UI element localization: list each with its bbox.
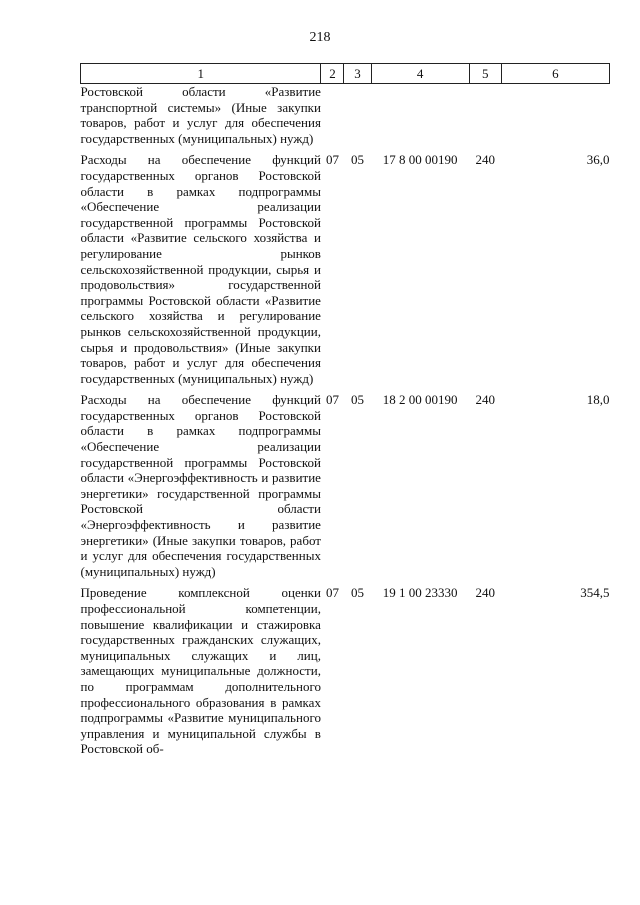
table-row	[81, 84, 610, 153]
row-description: Ростовской области «Развитие транспортной системы» (Иные закупки товаров, работ и услуг для обеспечения государственных (муниципальных) нужд)	[80, 84, 321, 146]
row-target: 17 8 00 00190	[382, 152, 458, 168]
row-type: 240	[475, 392, 495, 408]
row-target: 19 1 00 23330	[382, 585, 458, 601]
row-section: 07	[325, 392, 339, 408]
row-subsection: 05	[351, 152, 364, 168]
column-header-name: 1	[81, 64, 321, 84]
budget-table	[80, 63, 610, 763]
column-header-type: 5	[469, 64, 501, 84]
column-header-subsection: 3	[344, 64, 371, 84]
row-section: 07	[325, 585, 339, 601]
row-amount: 18,0	[586, 392, 610, 408]
table-row	[81, 585, 610, 763]
row-target	[371, 84, 469, 153]
page-number: 218	[309, 30, 331, 45]
table-row	[81, 392, 610, 585]
row-section	[321, 84, 344, 153]
column-header-amount: 6	[501, 64, 609, 84]
row-type: 240	[475, 585, 495, 601]
row-description: Расходы на обеспечение функций государственных органов Ростовской области в рамках подпрограммы «Обеспечение реализации государственной программы Ростовской области «Энергоэффективность и развитие энергетики» государственной программы Ростовской области «Энергоэффективность и развитие энергетики» (Иные закупки товаров, работ и услуг для обеспечения государственных (муниципальных) нужд)	[80, 392, 321, 579]
row-subsection	[344, 84, 371, 153]
row-type	[469, 84, 501, 153]
column-header-section: 2	[321, 64, 344, 84]
row-amount: 36,0	[586, 152, 610, 168]
row-description: Расходы на обеспечение функций государственных органов Ростовской области в рамках подпрограммы «Обеспечение реализации государственной программы Ростовской области «Развитие сельского хозяйства и регулирование рынков сельскохозяйственной продукции, сырья и продовольствия» государственной программы Ростовской области «Развитие сельского хозяйства и регулирование рынков сельскохозяйственной продукции, сырья и продовольствия» (Иные закупки товаров, работ и услуг для обеспечения государственных (муниципальных) нужд)	[80, 152, 321, 386]
row-amount: 354,5	[580, 585, 610, 601]
row-section: 07	[325, 152, 339, 168]
table-row	[81, 152, 610, 392]
column-header-target: 4	[371, 64, 469, 84]
row-amount	[501, 84, 609, 153]
row-subsection: 05	[351, 585, 364, 601]
row-type: 240	[475, 152, 495, 168]
row-target: 18 2 00 00190	[382, 392, 458, 408]
table-header-row	[81, 64, 610, 84]
row-subsection: 05	[351, 392, 364, 408]
row-description: Проведение комплексной оценки профессиональной компетенции, повышение квалификации и стажировка государственных гражданских служащих, муниципальных служащих и лиц, замещающих муниципальные должности, по программам дополнительного профессионального образования в рамках подпрограммы «Развитие муниципального управления и муниципальной службы в Ростовской об-	[80, 585, 321, 757]
